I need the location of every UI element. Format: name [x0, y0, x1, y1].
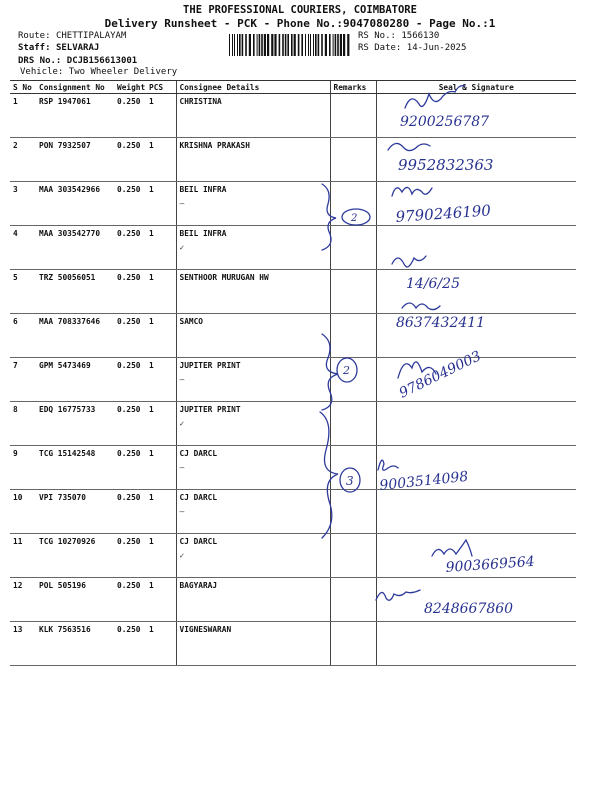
drs-label: DRS No.:	[18, 56, 62, 66]
cell-sno-text: 2	[13, 141, 18, 150]
cell-weight	[114, 226, 146, 270]
cell-pcs	[146, 534, 176, 578]
cell-remarks	[330, 314, 376, 358]
cell-consignee	[176, 622, 330, 666]
cell-consignee-text: BEIL INFRA	[179, 229, 227, 238]
cell-consignment-no-text: TRZ 50056051	[39, 273, 96, 282]
cell-sno-text: 10	[13, 493, 23, 502]
cell-weight-text: 0.250	[117, 361, 141, 370]
cell-pcs	[146, 578, 176, 622]
table-row	[10, 358, 576, 402]
cell-signature	[376, 578, 576, 622]
cell-consignment-no-text: TCG 15142548	[39, 449, 96, 458]
cell-weight-text: 0.250	[117, 405, 141, 414]
cell-remarks	[330, 622, 376, 666]
table-row	[10, 622, 576, 666]
cell-consignee-text: KRISHNA PRAKASH	[179, 141, 250, 150]
cell-signature	[376, 314, 576, 358]
cell-consignee	[176, 314, 330, 358]
barcode	[229, 34, 352, 56]
rs-no-value: 1566130	[401, 31, 440, 41]
cell-weight	[114, 138, 146, 182]
cell-weight-text: 0.250	[117, 229, 141, 238]
col-header-pcs: PCS	[146, 81, 176, 94]
cell-consignee	[176, 446, 330, 490]
cell-consignment-no	[36, 578, 114, 622]
cell-consignment-no-text: EDQ 16775733	[39, 405, 96, 414]
cell-consignment-no-text: KLK 7563516	[39, 625, 91, 634]
cell-sno	[10, 182, 36, 226]
rs-no-label: RS No.:	[358, 31, 396, 41]
cell-pcs-text: 1	[149, 449, 154, 458]
cell-signature	[376, 94, 576, 138]
table-row	[10, 94, 576, 138]
cell-consignment-no	[36, 138, 114, 182]
cell-consignment-no-text: MAA 303542770	[39, 229, 101, 238]
route-line	[18, 31, 126, 41]
cell-pcs-text: 1	[149, 229, 154, 238]
cell-consignment-no	[36, 270, 114, 314]
cell-signature	[376, 446, 576, 490]
cell-weight	[114, 446, 146, 490]
cell-consignee-text: CHRISTINA	[179, 97, 222, 106]
table-row	[10, 490, 576, 534]
cell-consignee	[176, 138, 330, 182]
cell-consignee-text: BEIL INFRA	[179, 185, 227, 194]
handwritten-date-5: 14/6/25	[406, 276, 460, 292]
cell-pcs	[146, 314, 176, 358]
cell-pcs	[146, 358, 176, 402]
cell-consignee	[176, 490, 330, 534]
cell-sno-text: 11	[13, 537, 23, 546]
cell-weight	[114, 182, 146, 226]
cell-pcs-text: 1	[149, 625, 154, 634]
cell-pcs-text: 1	[149, 97, 154, 106]
cell-sno-text: 3	[13, 185, 18, 194]
table-row	[10, 226, 576, 270]
pen-mark: —	[179, 375, 185, 384]
pen-mark: ✓	[179, 243, 185, 252]
cell-sno	[10, 534, 36, 578]
staff-label: Staff:	[18, 43, 51, 53]
cell-weight	[114, 622, 146, 666]
handwritten-phone-13: 8248667860	[424, 601, 514, 617]
cell-weight-text: 0.250	[117, 581, 141, 590]
cell-remarks	[330, 138, 376, 182]
table-row	[10, 270, 576, 314]
cell-remarks	[330, 182, 376, 226]
table-row	[10, 402, 576, 446]
cell-weight	[114, 534, 146, 578]
table-row	[10, 446, 576, 490]
handwritten-phone-2: 9952832363	[398, 156, 494, 174]
cell-consignee	[176, 578, 330, 622]
cell-consignment-no-text: POL 505196	[39, 581, 86, 590]
handwritten-phone-8: 9786049003	[396, 348, 484, 402]
cell-consignee	[176, 270, 330, 314]
cell-consignment-no-text: PON 7932507	[39, 141, 91, 150]
cell-consignment-no	[36, 446, 114, 490]
cell-sno	[10, 578, 36, 622]
runsheet-subtitle: Delivery Runsheet - PCK - Phone No.:9047080280 - Page No.:1	[104, 17, 496, 30]
cell-pcs-text: 1	[149, 317, 154, 326]
cell-consignee-text: SAMCO	[179, 317, 203, 326]
vehicle-value: Two Wheeler Delivery	[68, 67, 178, 77]
cell-pcs-text: 1	[149, 141, 154, 150]
consignment-table	[10, 80, 576, 666]
cell-weight-text: 0.250	[117, 537, 141, 546]
cell-weight-text: 0.250	[117, 493, 141, 502]
cell-signature	[376, 622, 576, 666]
cell-remarks	[330, 490, 376, 534]
cell-signature	[376, 226, 576, 270]
cell-signature	[376, 402, 576, 446]
cell-pcs-text: 1	[149, 493, 154, 502]
cell-weight-text: 0.250	[117, 97, 141, 106]
cell-signature	[376, 358, 576, 402]
cell-weight-text: 0.250	[117, 273, 141, 282]
route-value: CHETTIPALAYAM	[55, 31, 127, 41]
cell-weight	[114, 402, 146, 446]
cell-sno-text: 4	[13, 229, 18, 238]
cell-pcs	[146, 138, 176, 182]
cell-consignee	[176, 182, 330, 226]
cell-pcs-text: 1	[149, 361, 154, 370]
cell-consignee	[176, 94, 330, 138]
cell-sno-text: 8	[13, 405, 18, 414]
drs-line	[18, 56, 137, 66]
pen-mark: ✓	[179, 551, 185, 560]
cell-signature	[376, 534, 576, 578]
cell-sno-text: 12	[13, 581, 23, 590]
rs-date-line	[358, 43, 466, 53]
cell-remarks	[330, 270, 376, 314]
cell-weight	[114, 578, 146, 622]
cell-consignee-text: CJ DARCL	[179, 493, 218, 502]
handwritten-count-rows-3-4: 2	[351, 213, 358, 224]
cell-pcs-text: 1	[149, 185, 154, 194]
handwritten-count-rows-9-11: 3	[346, 474, 354, 488]
rs-date-label: RS Date:	[358, 43, 402, 53]
cell-weight-text: 0.250	[117, 141, 141, 150]
cell-consignee-text: CJ DARCL	[179, 449, 218, 458]
cell-weight	[114, 490, 146, 534]
handwritten-phone-3: 9790246190	[395, 201, 492, 226]
cell-pcs	[146, 622, 176, 666]
col-header-consignee: Consignee Details	[176, 81, 330, 94]
cell-pcs-text: 1	[149, 581, 154, 590]
cell-weight	[114, 270, 146, 314]
cell-consignment-no	[36, 358, 114, 402]
cell-remarks	[330, 358, 376, 402]
table-row	[10, 182, 576, 226]
cell-weight-text: 0.250	[117, 185, 141, 194]
handwritten-phone-1: 9200256787	[400, 114, 490, 130]
cell-sno	[10, 138, 36, 182]
cell-sno-text: 5	[13, 273, 18, 282]
cell-remarks	[330, 446, 376, 490]
cell-consignee-text: VIGNESWARAN	[179, 625, 232, 634]
table-row	[10, 314, 576, 358]
cell-consignee	[176, 402, 330, 446]
cell-remarks	[330, 226, 376, 270]
rs-no-line	[358, 31, 439, 41]
cell-consignee-text: CJ DARCL	[179, 537, 218, 546]
cell-consignment-no	[36, 534, 114, 578]
cell-pcs	[146, 226, 176, 270]
cell-consignment-no	[36, 226, 114, 270]
cell-sno	[10, 226, 36, 270]
handwritten-phone-6: 8637432411	[396, 315, 486, 331]
cell-consignment-no	[36, 622, 114, 666]
table-row	[10, 578, 576, 622]
cell-pcs	[146, 402, 176, 446]
cell-weight	[114, 94, 146, 138]
cell-consignee-text: BAGYARAJ	[179, 581, 218, 590]
handwritten-count-rows-7-8: 2	[343, 364, 350, 377]
col-header-remarks: Remarks	[330, 81, 376, 94]
cell-remarks	[330, 578, 376, 622]
cell-consignee	[176, 358, 330, 402]
cell-sno	[10, 446, 36, 490]
cell-consignee-text: SENTHOOR MURUGAN HW	[179, 273, 269, 282]
cell-sno	[10, 270, 36, 314]
cell-pcs	[146, 270, 176, 314]
cell-weight-text: 0.250	[117, 449, 141, 458]
cell-consignment-no	[36, 94, 114, 138]
cell-consignment-no	[36, 314, 114, 358]
pen-mark: —	[179, 507, 185, 516]
rs-date-value: 14-Jun-2025	[406, 43, 467, 53]
cell-sno	[10, 402, 36, 446]
cell-pcs	[146, 446, 176, 490]
cell-sno-text: 13	[13, 625, 23, 634]
cell-sno-text: 9	[13, 449, 18, 458]
pen-mark: ✓	[179, 419, 185, 428]
vehicle-line	[20, 67, 177, 77]
cell-pcs-text: 1	[149, 273, 154, 282]
table-header-row	[10, 81, 576, 94]
cell-pcs-text: 1	[149, 537, 154, 546]
cell-signature	[376, 490, 576, 534]
pen-mark: —	[179, 463, 185, 472]
staff-value: SELVARAJ	[55, 43, 100, 53]
col-header-signature: Seal & Signature	[376, 81, 576, 94]
vehicle-label: Vehicle:	[20, 67, 64, 77]
cell-sno	[10, 622, 36, 666]
cell-sno-text: 1	[13, 97, 18, 106]
cell-pcs	[146, 94, 176, 138]
staff-line	[18, 43, 99, 53]
drs-value: DCJB156613001	[66, 56, 138, 66]
cell-consignee	[176, 226, 330, 270]
cell-signature	[376, 270, 576, 314]
cell-consignment-no	[36, 490, 114, 534]
cell-consignment-no-text: GPM 5473469	[39, 361, 91, 370]
cell-consignment-no-text: TCG 10270926	[39, 537, 96, 546]
cell-pcs	[146, 182, 176, 226]
cell-consignment-no-text: MAA 303542966	[39, 185, 101, 194]
cell-remarks	[330, 534, 376, 578]
cell-sno	[10, 94, 36, 138]
cell-weight-text: 0.250	[117, 625, 141, 634]
cell-pcs	[146, 490, 176, 534]
col-header-weight: Weight	[114, 81, 146, 94]
cell-consignment-no-text: RSP 1947061	[39, 97, 91, 106]
cell-pcs-text: 1	[149, 405, 154, 414]
cell-consignment-no-text: MAA 708337646	[39, 317, 101, 326]
cell-consignee	[176, 534, 330, 578]
cell-weight	[114, 314, 146, 358]
col-header-sno: S No	[10, 81, 36, 94]
company-title: THE PROFESSIONAL COURIERS, COIMBATORE	[183, 4, 417, 16]
cell-remarks	[330, 94, 376, 138]
cell-sno-text: 6	[13, 317, 18, 326]
table-row	[10, 138, 576, 182]
cell-sno	[10, 314, 36, 358]
cell-sno	[10, 490, 36, 534]
handwritten-phone-12: 9003669564	[445, 553, 536, 576]
cell-weight-text: 0.250	[117, 317, 141, 326]
cell-signature	[376, 182, 576, 226]
pen-mark: —	[179, 199, 185, 208]
col-header-consignment: Consignment No	[36, 81, 114, 94]
cell-remarks	[330, 402, 376, 446]
cell-weight	[114, 358, 146, 402]
cell-consignee-text: JUPITER PRINT	[179, 361, 241, 370]
handwritten-phone-10: 9003514098	[378, 468, 470, 494]
cell-consignment-no-text: VPI 735070	[39, 493, 86, 502]
cell-sno-text: 7	[13, 361, 18, 370]
cell-consignee-text: JUPITER PRINT	[179, 405, 241, 414]
cell-consignment-no	[36, 402, 114, 446]
cell-consignment-no	[36, 182, 114, 226]
cell-signature	[376, 138, 576, 182]
table-row	[10, 534, 576, 578]
route-label: Route:	[18, 31, 51, 41]
cell-sno	[10, 358, 36, 402]
